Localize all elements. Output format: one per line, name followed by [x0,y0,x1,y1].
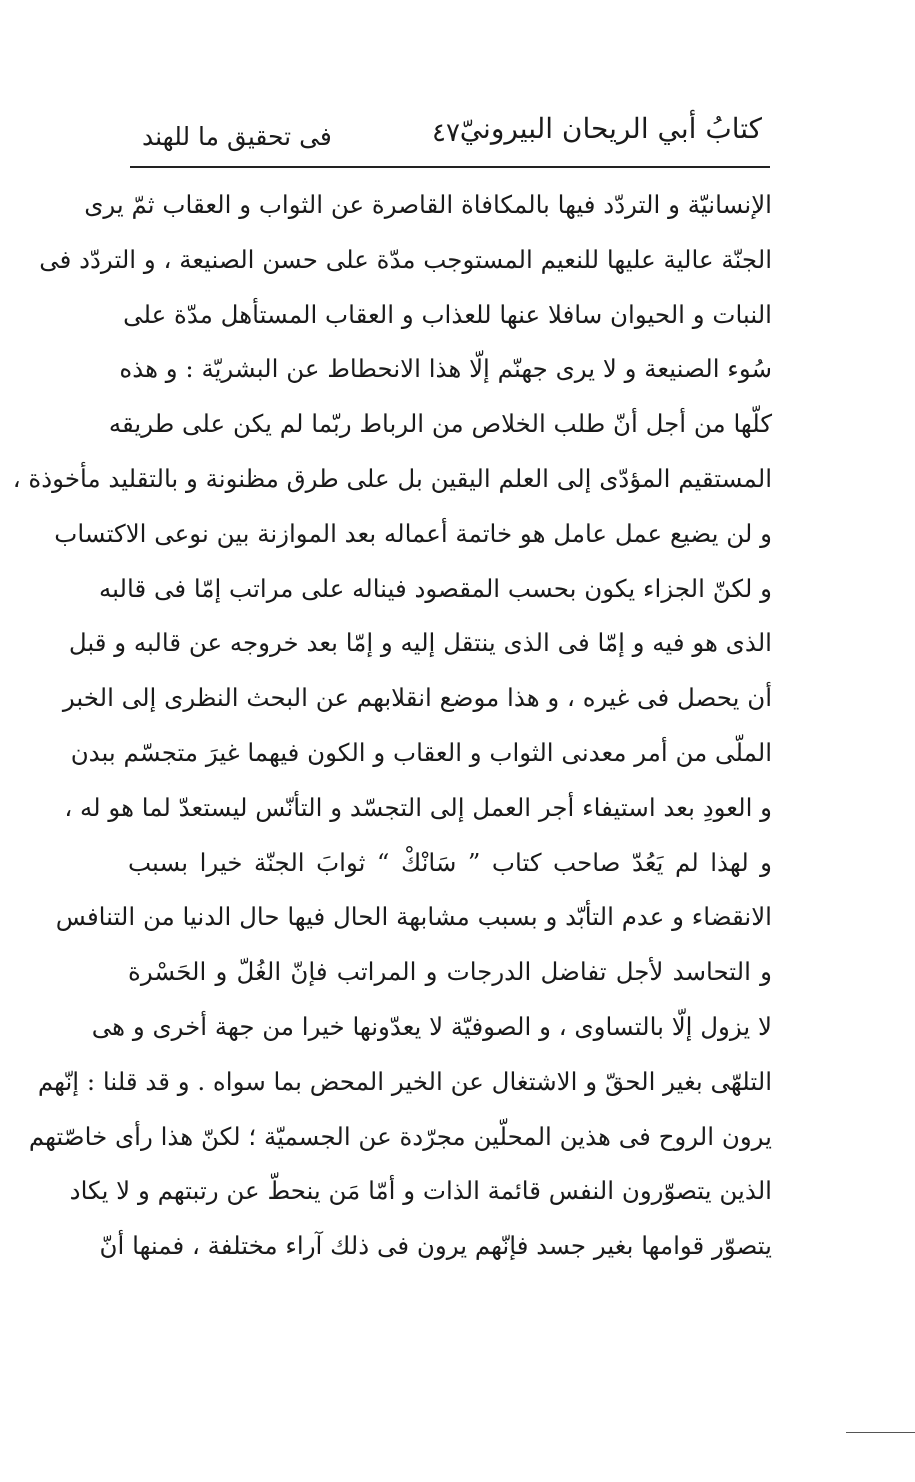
text-line: و لن يضيع عمل عامل هو خاتمة أعماله بعد الموازنة بين نوعى الاكتساب [54,518,772,548]
running-title-right: كتابُ أبي الريحان البيرونيّ [459,112,762,145]
running-title-left: فى تحقيق ما للهند [142,122,332,151]
text-line: الذين يتصوّرون النفس قائمة الذات و أمّا مَن ينحطّ عن رتبتهم و لا يكاد [69,1176,772,1206]
text-line: الإنسانيّة و التردّد فيها بالمكافاة القاصرة عن الثواب و العقاب ثمّ يرى [84,190,772,219]
text-line: و العودِ بعد استيفاء أجر العمل إلى التجسّد و التأنّس ليستعدّ لما هو له ، [64,792,772,822]
text-line: الملّى من أمر معدنى الثواب و العقاب و الكون فيهما غيرَ متجسّم ببدن [70,737,772,767]
text-line: و لكنّ الجزاء يكون بحسب المقصود فيناله على مراتب إمّا فى قالبه [99,573,772,603]
text-line: المستقيم المؤدّى إلى العلم اليقين بل على طرق مظنونة و بالتقليد مأخوذة ، [12,463,772,493]
text-line: سُوء الصنيعة و لا يرى جهنّم إلّا هذا الانحطاط عن البشريّة : و هذه [119,354,772,384]
text-line: و التحاسد لأجل تفاضل الدرجات و المراتب فإنّ الغُلّ و الحَسْرة [128,957,772,987]
text-line: النبات و الحيوان سافلا عنها للعذاب و العقاب المستأهل مدّة على [123,299,772,329]
text-line: الجنّة عالية عليها للنعيم المستوجب مدّة على حسن الصنيعة ، و التردّد فى [39,244,772,274]
text-line: الذى هو فيه و إمّا فى الذى ينتقل إليه و إمّا بعد خروجه عن قالبه و قبل [68,628,772,658]
body-text [12,178,772,1274]
text-line: لا يزول إلّا بالتساوى ، و الصوفيّة لا يعدّونها خيرا من جهة أخرى و هى [91,1011,772,1041]
text-line: و لهذا لم يَعُدّ صاحب كتاب ” سَانْكْ “ ثوابَ الجنّة خيرا بسبب [128,847,772,877]
page-number: ٤٧ [432,118,460,148]
header-rule [130,166,770,168]
text-line: أن يحصل فى غيره ، و هذا موضع انقلابهم عن البحث النظرى إلى الخبر [62,683,772,713]
text-line: يرون الروح فى هذين المحلّين مجرّدة عن الجسميّة ؛ لكنّ هذا رأى خاصّتهم [28,1121,772,1151]
text-line: يتصوّر قوامها بغير جسد فإنّهم يرون فى ذلك آراء مختلفة ، فمنها أنّ [99,1231,772,1261]
margin-rule [846,1432,915,1433]
running-head [130,102,770,162]
text-line: التلهّى بغير الحقّ و الاشتغال عن الخير المحض بما سواه . و قد قلنا : إنّهم [37,1066,772,1096]
text-line: كلّها من أجل أنّ طلب الخلاص من الرباط ربّما لم يكن على طريقه [108,409,772,439]
text-line: الانقضاء و عدم التأبّد و بسبب مشابهة الحال فيها حال الدنيا من التنافس [55,902,772,932]
